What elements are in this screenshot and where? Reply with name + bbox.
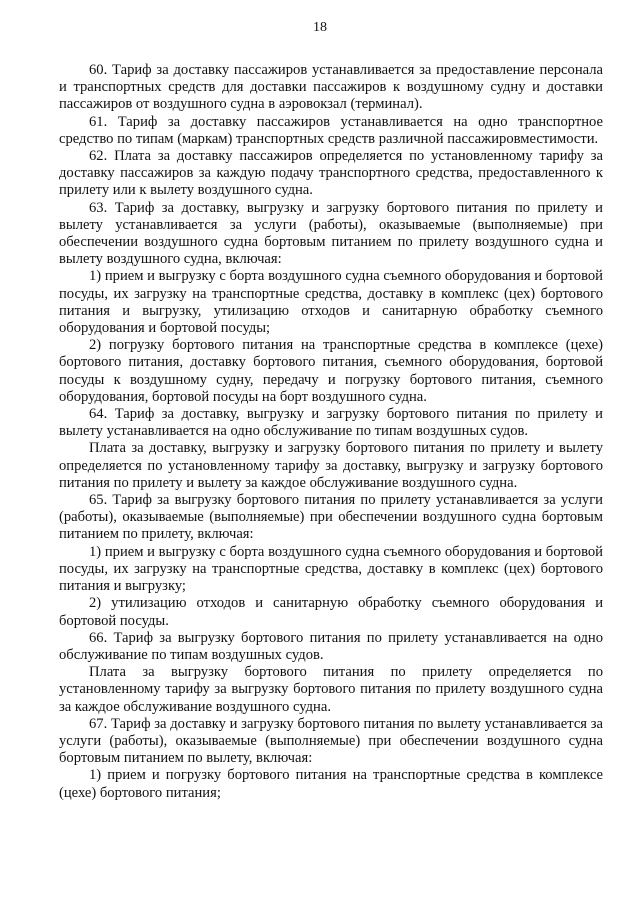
paragraph-63-item-1: 1) прием и выгрузку с борта воздушного судна съемного оборудования и бортовой посуды, их загрузку на транспортные средства, доставку в комплекс (цех) бортового питания и выгрузку, утилизацию отходов и санитарную обработку съемного оборудования и бортовой посуды; [59, 268, 603, 337]
paragraph-66: 66. Тариф за выгрузку бортового питания по прилету устанавливается на одно обслуживание по типам воздушных судов. [59, 629, 603, 663]
paragraph-65-item-2: 2) утилизацию отходов и санитарную обработку съемного оборудования и бортовой посуды. [59, 595, 603, 629]
paragraph-64: 64. Тариф за доставку, выгрузку и загрузку бортового питания по прилету и вылету устанавливается на одно обслуживание по типам воздушных судов. [59, 406, 603, 440]
paragraph-65: 65. Тариф за выгрузку бортового питания по прилету устанавливается за услуги (работы), оказываемые (выполняемые) при обеспечении воздушного судна бортовым питанием по прилету, включая: [59, 492, 603, 543]
paragraph-61: 61. Тариф за доставку пассажиров устанавливается на одно транспортное средство по типам (маркам) транспортных средств различной пассажировместимости. [59, 113, 603, 147]
paragraph-63: 63. Тариф за доставку, выгрузку и загрузку бортового питания по прилету и вылету устанавливается за услуги (работы), оказываемые (выполняемые) при обеспечении воздушного судна бортовым питанием по прилету воздушного судна и вылету воздушного судна, включая: [59, 199, 603, 268]
paragraph-67: 67. Тариф за доставку и загрузку бортового питания по вылету устанавливается за услуги (работы), оказываемые (выполняемые) при обеспечении воздушного судна бортовым питанием по вылету, включая: [59, 715, 603, 767]
paragraph-64-payment: Плата за доставку, выгрузку и загрузку бортового питания по прилету и вылету определяется по установленному тарифу за доставку, выгрузку и загрузку бортового питания по прилету и вылету за каждое обслуживание воздушного судна. [59, 440, 603, 491]
paragraph-62: 62. Плата за доставку пассажиров определяется по установленному тарифу за доставку пассажиров за каждую подачу транспортного средства, предоставленного к прилету или к вылету воздушного судна. [59, 148, 603, 199]
paragraph-60: 60. Тариф за доставку пассажиров устанавливается за предоставление персонала и транспортных средств для доставки пассажиров к воздушному судну и доставки пассажиров от воздушного судна в аэровокзал (терминал). [59, 62, 603, 113]
paragraph-67-item-1: 1) прием и погрузку бортового питания на транспортные средства в комплексе (цехе) бортового питания; [59, 767, 603, 801]
paragraph-66-payment: Плата за выгрузку бортового питания по прилету определяется по установленному тарифу за выгрузку бортового питания по прилету воздушного судна за каждое обслуживание воздушного судна. [59, 664, 603, 715]
document-body [59, 62, 603, 802]
paragraph-63-item-2: 2) погрузку бортового питания на транспортные средства в комплексе (цехе) бортового питания, доставку бортового питания, съемного оборудования, бортовой посуды к воздушному судну, передачу и погрузку бортового питания, съемного оборудования, бортовой посуды на борт воздушного судна. [59, 337, 603, 405]
paragraph-65-item-1: 1) прием и выгрузку с борта воздушного судна съемного оборудования и бортовой посуды, их загрузку на транспортные средства, доставку в комплекс (цех) бортового питания и выгрузку; [59, 543, 603, 595]
page-number: 18 [313, 20, 327, 35]
